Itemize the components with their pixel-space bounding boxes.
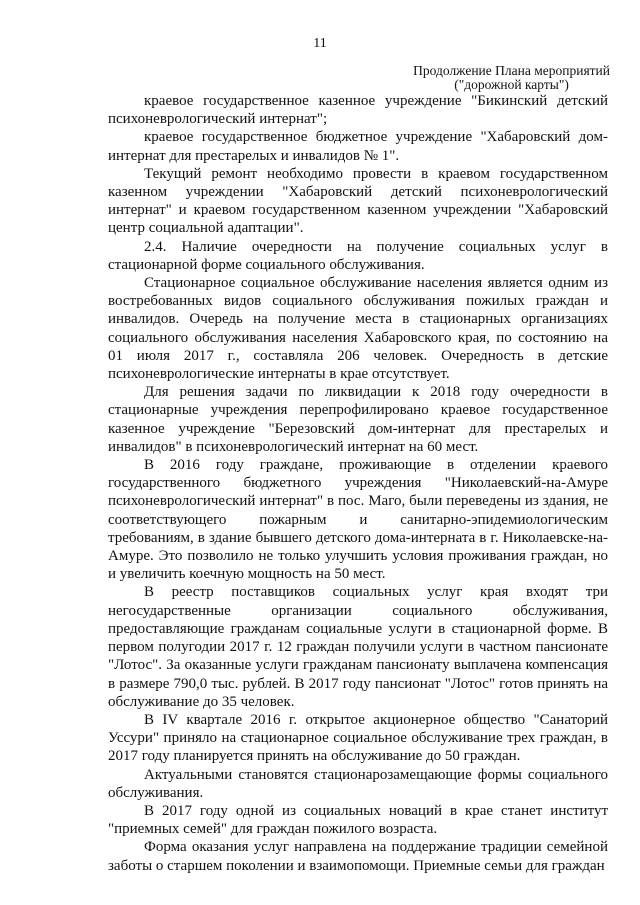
page-number: 11	[313, 36, 327, 51]
paragraph: краевое государственное бюджетное учреждение "Хабаровский дом-интернат для престарелых и инвалидов № 1".	[108, 129, 608, 164]
paragraph: Форма оказания услуг направлена на поддержание традиции семейной заботы о старшем поколении и взаимопомощи. Приемные семьи для граждан	[108, 839, 608, 874]
document-body	[108, 92, 608, 875]
paragraph: В 2017 году одной из социальных новаций в крае станет институт "приемных семей" для граждан пожилого возраста.	[108, 802, 608, 838]
paragraph: Текущий ремонт необходимо провести в краевом государственном казенном учреждении "Хабаровский детский психоневрологический интернат" и краевом государственном казенном учреждении "Хабаровский центр социальной адаптации".	[108, 165, 608, 237]
continuation-header	[413, 64, 610, 92]
paragraph: Стационарное социальное обслуживание населения является одним из востребованных видов социального обслуживания пожилых граждан и инвалидов. Очередь на получение места в стационарных организациях социального обслуживания населения Хабаровского края, по состоянию на 01 июля 2017 г., составляла 206 человек. Очередность в детские психоневрологические интернаты в крае отсутствует.	[108, 275, 608, 383]
paragraph: В реестр поставщиков социальных услуг края входят три негосударственные организации социального обслуживания, предоставляющие гражданам социальные услуги в стационарной форме. В первом полугодии 2017 г. 12 граждан получили услуги в частном пансионате "Лотос". За оказанные услуги гражданам пансионату выплачена компенсация в размере 790,0 тыс. рублей. В 2017 году пансионат "Лотос" готов принять на обслуживание до 35 человек.	[108, 584, 608, 710]
paragraph: Актуальными становятся стационарозамещающие формы социального обслуживания.	[108, 766, 608, 801]
paragraph: В 2016 году граждане, проживающие в отделении краевого государственного бюджетного учреждения "Николаевский-на-Амуре психоневрологический интернат" в пос. Маго, были переведены из здания, не соответствующего пожарным и санитарно-эпидемиологическим требованиям, в здание бывшего детского дома-интерната в г. Николаевске-на-Амуре. Это позволило не только улучшить условия проживания граждан, но и увеличить коечную мощность на 50 мест.	[108, 457, 608, 583]
paragraph: 2.4. Наличие очередности на получение социальных услуг в стационарной форме социального обслуживания.	[108, 238, 608, 273]
continuation-line-1: Продолжение Плана мероприятий	[413, 63, 610, 78]
continuation-line-2: ("дорожной карты")	[454, 77, 569, 92]
paragraph: краевое государственное казенное учреждение "Бикинский детский психоневрологический интернат";	[108, 93, 608, 128]
paragraph: В IV квартале 2016 г. открытое акционерное общество "Санаторий Уссури" приняло на стационарное социальное обслуживание трех граждан, в 2017 году планируется принять на обслуживание до 50 граждан.	[108, 711, 608, 765]
paragraph: Для решения задачи по ликвидации к 2018 году очередности в стационарные учреждения перепрофилировано краевое государственное казенное учреждение "Березовский дом-интернат для престарелых и инвалидов" в психоневрологический интернат на 60 мест.	[108, 384, 608, 455]
